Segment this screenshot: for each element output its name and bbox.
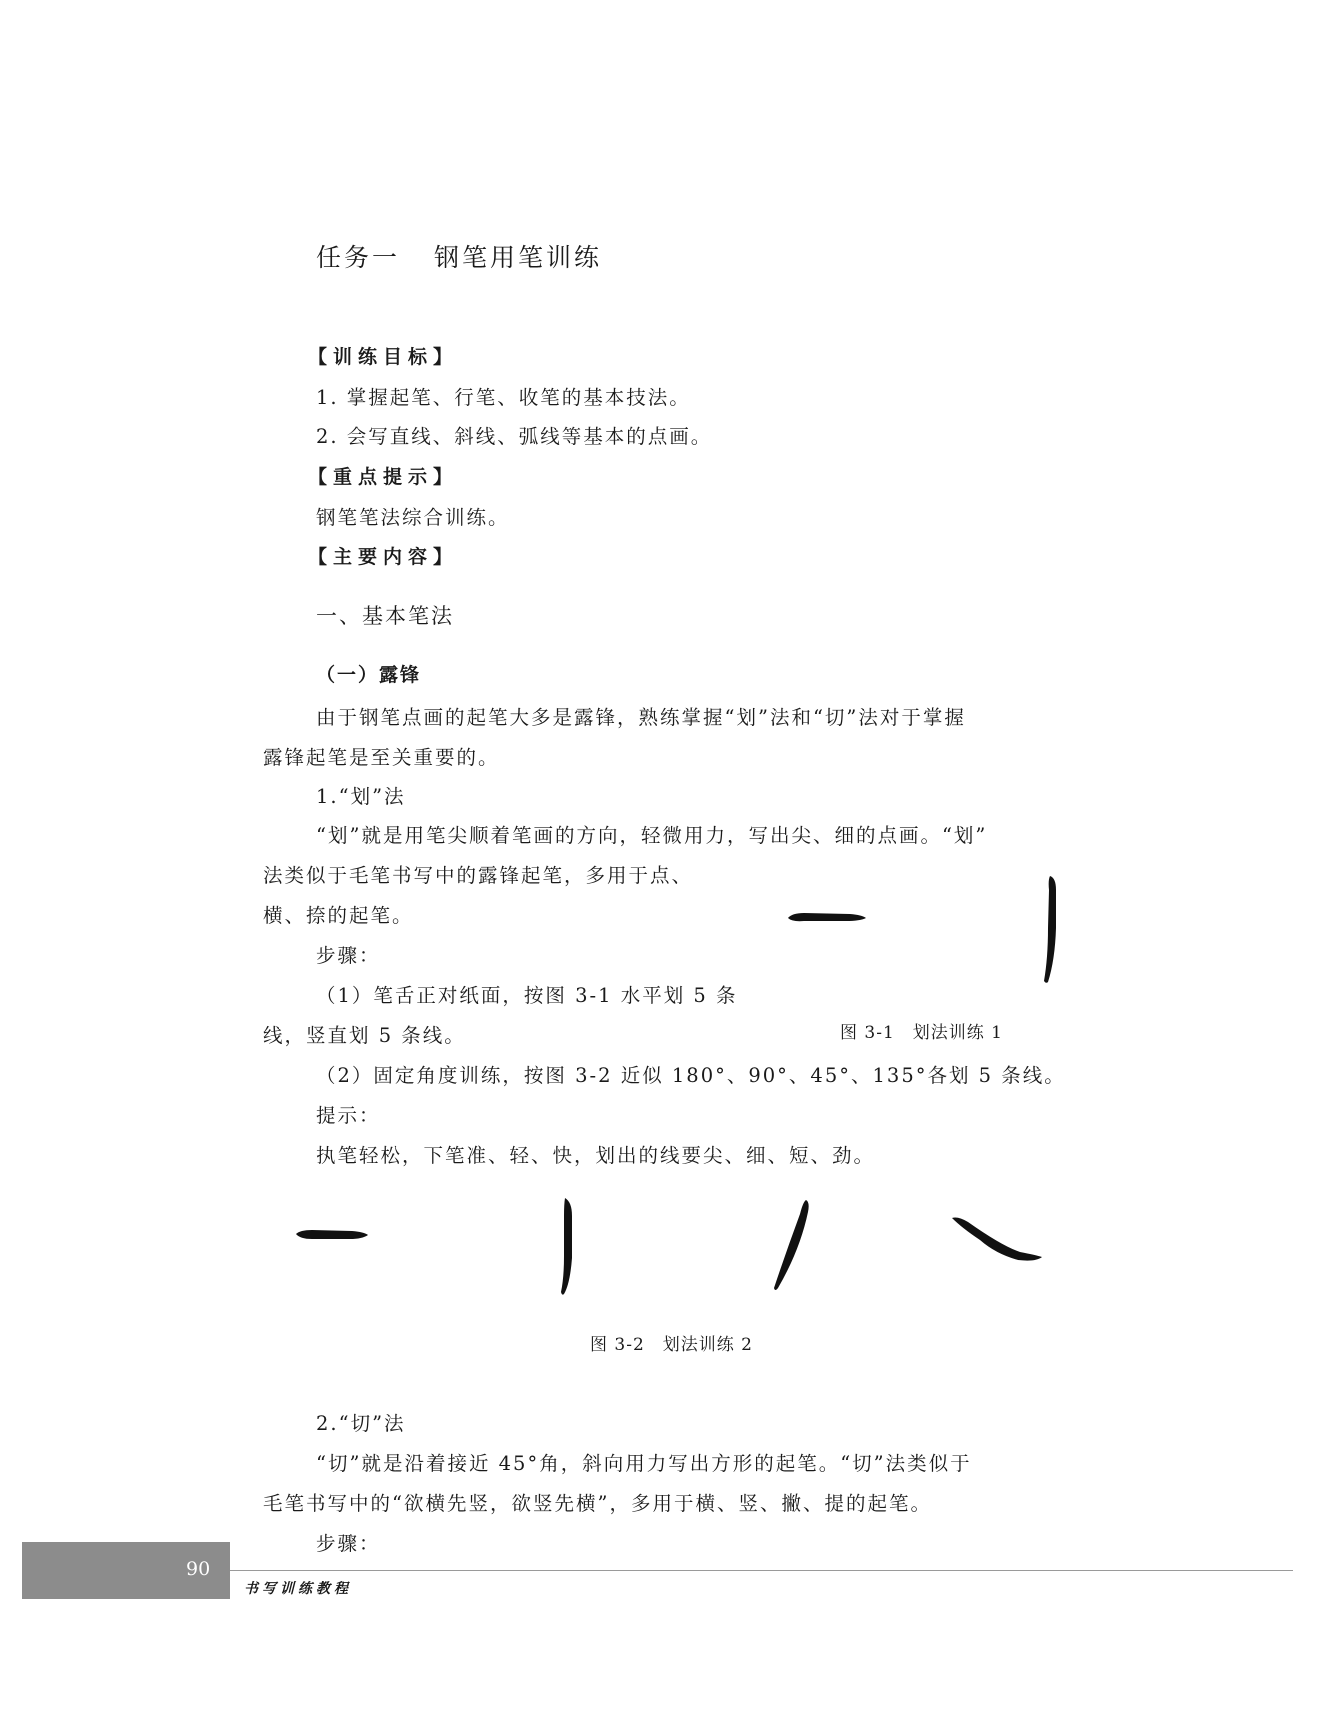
- task-name: 钢笔用笔训练: [434, 243, 603, 272]
- goal-item-2: 2. 会写直线、斜线、弧线等基本的点画。: [316, 425, 713, 448]
- section-title: 一、基本笔法: [316, 604, 454, 628]
- key-text: 钢笔笔法综合训练。: [316, 506, 510, 529]
- content-heading: 【主要内容】: [308, 546, 459, 568]
- steps-label-1: 步骤：: [316, 944, 381, 967]
- paragraph-1-line-2: 露锋起笔是至关重要的。: [263, 746, 500, 769]
- goal-item-1: 1. 掌握起笔、行笔、收笔的基本技法。: [316, 386, 691, 409]
- tip-label: 提示：: [316, 1104, 381, 1127]
- subsection-title: （一）露锋: [316, 664, 422, 686]
- paragraph-2-line-1: “划”就是用笔尖顺着笔画的方向，轻微用力，写出尖、细的点画。“划”: [316, 824, 988, 847]
- stroke-90-degree: [561, 1198, 572, 1295]
- steps-label-2: 步骤：: [316, 1532, 381, 1555]
- paragraph-2-line-2: 法类似于毛笔书写中的露锋起笔，多用于点、: [263, 864, 694, 887]
- stroke-180-degree: [296, 1230, 368, 1239]
- figure-3-2: [290, 1190, 1070, 1300]
- task-label: 任务一: [316, 243, 401, 272]
- vertical-stroke: [1044, 876, 1056, 983]
- task-title: [316, 238, 602, 274]
- paragraph-3-line-1: “切”就是沿着接近 45°角，斜向用力写出方形的起笔。“切”法类似于: [316, 1452, 972, 1475]
- stroke-135-degree: [952, 1218, 1042, 1261]
- method-1-title: 1.“划”法: [316, 785, 406, 808]
- goal-heading: 【训练目标】: [308, 346, 459, 368]
- stroke-45-degree: [774, 1200, 809, 1290]
- paragraph-2-line-3: 横、捺的起笔。: [263, 904, 414, 927]
- paragraph-3-line-2: 毛笔书写中的“欲横先竖，欲竖先横”，多用于横、竖、撇、提的起笔。: [263, 1492, 932, 1515]
- method-2-title: 2.“切”法: [316, 1412, 406, 1435]
- footer-divider: [230, 1570, 1293, 1571]
- figure-3-1-caption: 图 3-1 划法训练 1: [840, 1023, 1003, 1043]
- horizontal-stroke: [788, 913, 866, 921]
- step-2: （2）固定角度训练，按图 3-2 近似 180°、90°、45°、135°各划 5 条线。: [316, 1064, 1066, 1087]
- paragraph-1-line-1: 由于钢笔点画的起笔大多是露锋，熟练掌握“划”法和“切”法对于掌握: [316, 706, 966, 729]
- tip-text: 执笔轻松，下笔准、轻、快，划出的线要尖、细、短、劲。: [316, 1144, 876, 1167]
- step-1-line-2: 线，竖直划 5 条线。: [263, 1024, 466, 1047]
- page-number: 90: [186, 1558, 211, 1580]
- figure-3-2-caption: 图 3-2 划法训练 2: [590, 1335, 753, 1355]
- figure-3-1: [780, 868, 1080, 992]
- key-heading: 【重点提示】: [308, 466, 459, 488]
- book-title: 书写训练教程: [244, 1581, 352, 1597]
- step-1-line-1: （1）笔舌正对纸面，按图 3-1 水平划 5 条: [316, 984, 738, 1007]
